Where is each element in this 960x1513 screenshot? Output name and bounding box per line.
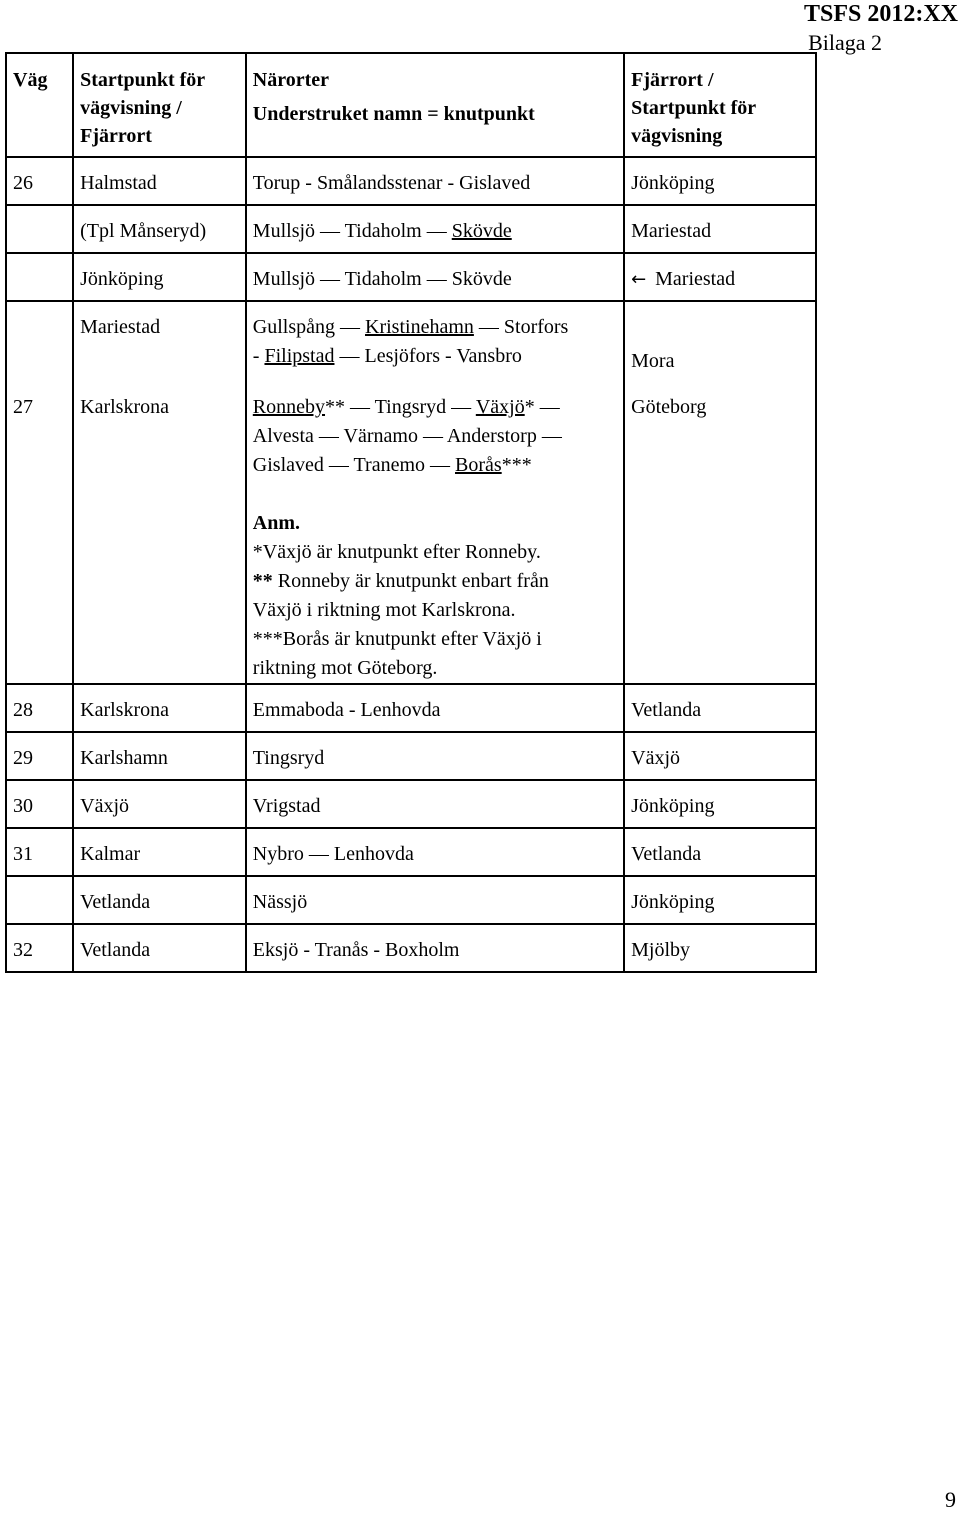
destination: Mariestad bbox=[624, 205, 816, 253]
destination: Växjö bbox=[624, 732, 816, 780]
nearby-places: Torup - Smålandsstenar - Gislaved bbox=[246, 157, 624, 205]
nearby-places: Mullsjö — Tidaholm — Skövde bbox=[246, 253, 624, 301]
road-number bbox=[6, 876, 73, 924]
start-point: Mariestad bbox=[73, 301, 246, 385]
nearby-places bbox=[246, 385, 624, 684]
road-number: 30 bbox=[6, 780, 73, 828]
road-number: 31 bbox=[6, 828, 73, 876]
header-fjarrort-line: vägvisning bbox=[631, 125, 723, 147]
table-row bbox=[6, 253, 816, 301]
header-fjarrort bbox=[624, 53, 816, 157]
road-number bbox=[6, 253, 73, 301]
table-header-row bbox=[6, 53, 816, 157]
nearby-places: Tingsryd bbox=[246, 732, 624, 780]
road-number: 27 bbox=[6, 385, 73, 684]
table-row bbox=[6, 385, 816, 684]
note-line: *Växjö är knutpunkt efter Ronneby. bbox=[252, 541, 541, 563]
table-row bbox=[6, 828, 816, 876]
header-vag: Väg bbox=[6, 53, 73, 157]
destination: Vetlanda bbox=[624, 828, 816, 876]
destination-text: Mariestad bbox=[655, 268, 736, 290]
road-number bbox=[6, 205, 73, 253]
nearby-places: Vrigstad bbox=[246, 780, 624, 828]
destination: Mora bbox=[624, 301, 816, 385]
place-line bbox=[253, 313, 617, 342]
junction-place: Kristinehamn bbox=[365, 316, 474, 338]
header-narorter bbox=[246, 53, 624, 157]
header-fjarrort-line: Startpunkt för bbox=[631, 97, 757, 119]
header-startpunkt-line: Fjärrort bbox=[80, 125, 152, 147]
note-line: Växjö i riktning mot Karlskrona. bbox=[252, 599, 516, 621]
road-number: 28 bbox=[6, 684, 73, 732]
destination: Jönköping bbox=[624, 157, 816, 205]
start-point: Kalmar bbox=[73, 828, 246, 876]
place-text: * — bbox=[524, 396, 560, 418]
place-text: — Storfors bbox=[473, 316, 569, 338]
start-point: (Tpl Månseryd) bbox=[73, 205, 246, 253]
destination: Vetlanda bbox=[624, 684, 816, 732]
note-text: Ronneby är knutpunkt enbart från bbox=[272, 570, 549, 592]
start-point: Vetlanda bbox=[73, 924, 246, 972]
note-block bbox=[253, 509, 617, 683]
road-number: 26 bbox=[6, 157, 73, 205]
note-marker: ** bbox=[252, 570, 273, 592]
place-text: *** bbox=[501, 454, 532, 476]
start-point: Växjö bbox=[73, 780, 246, 828]
start-point: Vetlanda bbox=[73, 876, 246, 924]
junction-place: Borås bbox=[455, 454, 502, 476]
header-fjarrort-line: Fjärrort / bbox=[631, 69, 714, 91]
start-point: Karlskrona bbox=[73, 684, 246, 732]
destination: Jönköping bbox=[624, 876, 816, 924]
place-text: ** — Tingsryd — bbox=[325, 396, 476, 418]
road-signage-table bbox=[5, 52, 817, 973]
place-text: Gullspång — bbox=[252, 316, 366, 338]
destination bbox=[624, 253, 816, 301]
start-point: Karlskrona bbox=[73, 385, 246, 684]
table-row bbox=[6, 205, 816, 253]
destination: Göteborg bbox=[624, 385, 816, 684]
place-text: Gislaved — Tranemo — bbox=[252, 454, 456, 476]
page-number: 9 bbox=[945, 1487, 956, 1512]
junction-place: Skövde bbox=[451, 220, 512, 242]
appendix-label: Bilaga 2 bbox=[808, 30, 882, 55]
table-row bbox=[6, 780, 816, 828]
note-line: riktning mot Göteborg. bbox=[252, 657, 438, 679]
table-row bbox=[6, 924, 816, 972]
junction-place: Växjö bbox=[475, 396, 525, 418]
note-line bbox=[253, 567, 617, 596]
note-line: ***Borås är knutpunkt efter Växjö i bbox=[252, 628, 542, 650]
header-startpunkt-line: Startpunkt för bbox=[80, 69, 206, 91]
place-line bbox=[253, 451, 617, 480]
destination: Jönköping bbox=[624, 780, 816, 828]
nearby-places: Nybro — Lenhovda bbox=[246, 828, 624, 876]
table-row bbox=[6, 684, 816, 732]
table-row bbox=[6, 301, 816, 385]
junction-place: Filipstad bbox=[264, 345, 335, 367]
table-row bbox=[6, 157, 816, 205]
header-narorter-line: Understruket namn = knutpunkt bbox=[252, 103, 535, 125]
nearby-places bbox=[246, 205, 624, 253]
header-narorter-line: Närorter bbox=[252, 69, 330, 91]
place-line: Alvesta — Värnamo — Anderstorp — bbox=[252, 425, 562, 447]
document-code: TSFS 2012:XX bbox=[803, 1, 958, 27]
left-arrow-icon: ← bbox=[631, 269, 647, 290]
table-row bbox=[6, 876, 816, 924]
road-number bbox=[6, 301, 73, 385]
start-point: Karlshamn bbox=[73, 732, 246, 780]
nearby-places: Nässjö bbox=[246, 876, 624, 924]
header-startpunkt-line: vägvisning / bbox=[80, 97, 182, 119]
nearby-places bbox=[246, 301, 624, 385]
start-point: Jönköping bbox=[73, 253, 246, 301]
table-row bbox=[6, 732, 816, 780]
place-text: Mullsjö — Tidaholm — bbox=[252, 220, 452, 242]
road-number: 29 bbox=[6, 732, 73, 780]
place-line bbox=[253, 342, 617, 371]
start-point: Halmstad bbox=[73, 157, 246, 205]
note-title: Anm. bbox=[252, 512, 301, 534]
nearby-places: Emmaboda - Lenhovda bbox=[246, 684, 624, 732]
place-text: — Lesjöfors - Vansbro bbox=[334, 345, 522, 367]
road-number: 32 bbox=[6, 924, 73, 972]
junction-place: Ronneby bbox=[252, 396, 326, 418]
place-text: - bbox=[252, 345, 265, 367]
header-startpunkt bbox=[73, 53, 246, 157]
place-line bbox=[253, 393, 617, 422]
destination: Mjölby bbox=[624, 924, 816, 972]
nearby-places: Eksjö - Tranås - Boxholm bbox=[246, 924, 624, 972]
